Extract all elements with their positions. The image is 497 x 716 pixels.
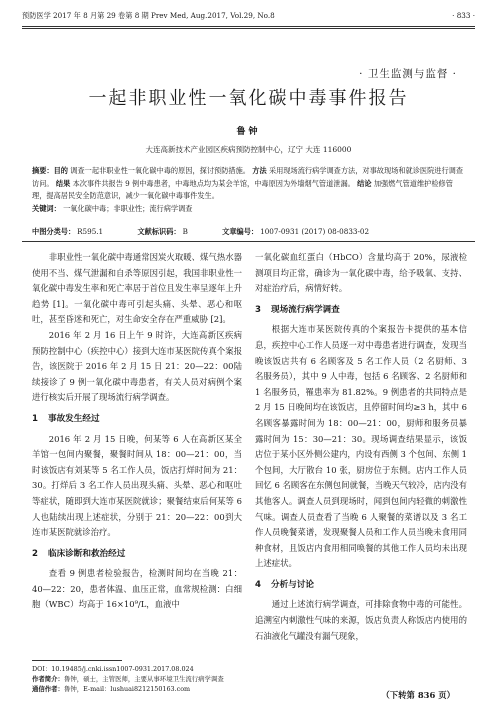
abstract-results: 本次事件共报告 9 例中毒患者，中毒地点均为某会羊馆，中毒原因为外墙烟气管道泄漏。 — [72, 178, 355, 188]
section-2-continued: 一氧化碳血红蛋白（HbCO）含量均高于 20%，尿液检测项目均正常，确诊为一氧化碳中毒，给予吸氧、支持、对症治疗后，病情好转。 — [255, 252, 467, 294]
keywords: 一氧化碳中毒；非职业性；流行病学调查 — [63, 203, 193, 213]
doi-line: DOI：10.19485/j.cnki.issn1007-0931.2017.08.024 — [32, 665, 194, 673]
abstract-methods: 采用现场流行病学调查方法，对事故现场和就诊医院进行调查访问。 — [32, 166, 464, 188]
abstract-objective: 调查一起非职业性一氧化碳中毒的原因，探讨预防措施。 — [70, 166, 250, 175]
section-1-paragraph: 2016 年 2 月 15 日晚，何某等 6 人在高新区某全羊馆一包间内聚餐，聚餐时间从 18：00—21：00，当时该饭店有刘某等 5 名工作人员，饭店打烊时间为 21：30。打烊后 3 名工作人员出现头痛、头晕、恶心和呕吐等症状，随即到大连市某医院就诊；聚餐结束后何某等 6 人也陆续出现上述症状，分别于 21：20—22：00到大连市某医院就诊治疗。 — [32, 433, 242, 538]
author-affiliation: 大连高新技术产业园区疾病预防控制中心，辽宁 大连 116000 — [145, 145, 352, 154]
journal-citation: 预防医学 2017 年 8 月第 29 卷第 8 期 Prev Med, Aug.2017, Vol.29, No.8 — [22, 11, 275, 20]
article-title: 一起非职业性一氧化碳中毒事件报告 — [88, 88, 409, 109]
doc-code-label: 文献标识码： — [137, 227, 181, 236]
abstract-label-conclusion: 结论 — [357, 178, 372, 188]
section-heading-3: 3 现场流行病学调查 — [255, 304, 340, 315]
abstract-text — [32, 165, 465, 203]
section-3-paragraph: 根据大连市某医院传真的个案报告卡提供的基本信息，疾控中心工作人员逐一对中毒患者进行调查，发现当晚该饭店共有 6 名顾客及 5 名工作人员（2 名厨师、3 名服务员），其中 9 人中毒，包括 6 名顾客、2 名厨师和 1 名服务员，罹患率为 81.82%。9 例患者的共同特点是 2 月 15 日晚间均在该饭店，且停留时间均≥3 h，其中 6 名顾客暴露时间为 18：00—21：00，厨师和服务员暴露时间为 15：30—21：30。现场调查结果显示，该饭店位于某小区外侧公建内，内设有西侧 3 个包间、东侧 1 个包间，大厅散台 10 张，厨房位于东侧。店内工作人员回忆 6 名顾客在东侧包间就餐，当晚天气较冷，店内没有其他客人。调查人员到现场时，闻到包间内轻微的刺激性气味。调查人员查看了当晚 6 人聚餐的菜谱以及 3 名工作人员晚餐菜谱，发现聚餐人员和工作人员当晚未食用同种食材，且饭店内食用相同唤餐的其他工作人员均未出现上述症状。 — [255, 324, 467, 569]
clc-number: R595.1 — [77, 227, 104, 236]
page-number: · 833 · — [452, 11, 475, 20]
section-heading-2: 2 临床诊断和救治经过 — [32, 548, 126, 559]
clc-label: 中图分类号： — [32, 227, 76, 236]
keywords-line — [32, 203, 465, 216]
doc-code: B — [182, 227, 188, 236]
abstract — [32, 165, 465, 215]
author-intro-line: 作者简介：鲁钟，硕士，主管医师，主要从事环境卫生流行病学调查 — [32, 675, 224, 683]
column-tag: · 卫生监测与监督 · — [359, 68, 457, 80]
article-number: 1007-0931 (2017) 08-0833-02 — [260, 227, 370, 236]
intro-paragraph-1: 非职业性一氧化碳中毒通常因炭火取暖、煤气热水器使用不当、煤气泄漏和自杀等原因引起，我国非职业性一氧化碳中毒发生率和死亡率居于首位且发生率呈逐年上升趋势 [1]。一氧化碳中毒可引起头痛、头晕、恶心和呕吐，甚至昏迷和死亡，对生命安全存在严重威胁 [2]。 — [32, 252, 242, 325]
keywords-label: 关键词： — [32, 203, 61, 213]
abstract-label-results: 结果 — [55, 178, 71, 188]
abstract-conclusion: 加强燃气管道维护检修管理，提高居民安全防范意识，减少一氧化碳中毒事件发生。 — [32, 178, 453, 200]
section-heading-1: 1 事故发生经过 — [32, 413, 100, 424]
article-number-label: 文章编号： — [222, 227, 259, 236]
section-2-paragraph: 查看 9 例患者检验报告，检测时间均在当晚 21：40—22：20，患者体温、血压正常，血常规检测：白细胞（WBC）均高于 16×10⁹/L，血液中 — [32, 568, 242, 610]
left-column — [32, 250, 242, 613]
contact-line: 通信作者：鲁钟，E-mail：lushuai8212150163.com — [32, 685, 191, 693]
section-4-paragraph: 通过上述流行病学调查，可排除食物中毒的可能性。追溯室内刺激性气味的来源，饭店负责人称饭店内使用的石油液化气罐没有漏气现象， — [255, 599, 467, 641]
separator-rule — [22, 241, 475, 242]
abstract-label-objective: 摘要：目的 — [32, 166, 68, 175]
continued-note: （下转第 836 页） — [381, 690, 455, 700]
author-name: 鲁钟 — [236, 127, 261, 137]
running-header — [22, 8, 475, 29]
section-heading-4: 4 分析与讨论 — [255, 579, 314, 590]
footnotes — [32, 664, 262, 694]
right-column — [255, 250, 467, 644]
classification-line — [32, 227, 465, 237]
abstract-label-methods: 方法 — [252, 166, 267, 175]
footnote-rule — [32, 660, 122, 661]
intro-paragraph-2: 2016 年 2 月 16 日上午 9 时许，大连高新区疾病预防控制中心（疾控中心）接到大连市某医院传真个案报告，该医院于 2016 年 2 月 15 日 21：20—22：00陆续接诊了 9 例一氧化碳中毒患者，有关人员对病例个案进行核实后开展了现场流行病学调查。 — [32, 329, 242, 403]
